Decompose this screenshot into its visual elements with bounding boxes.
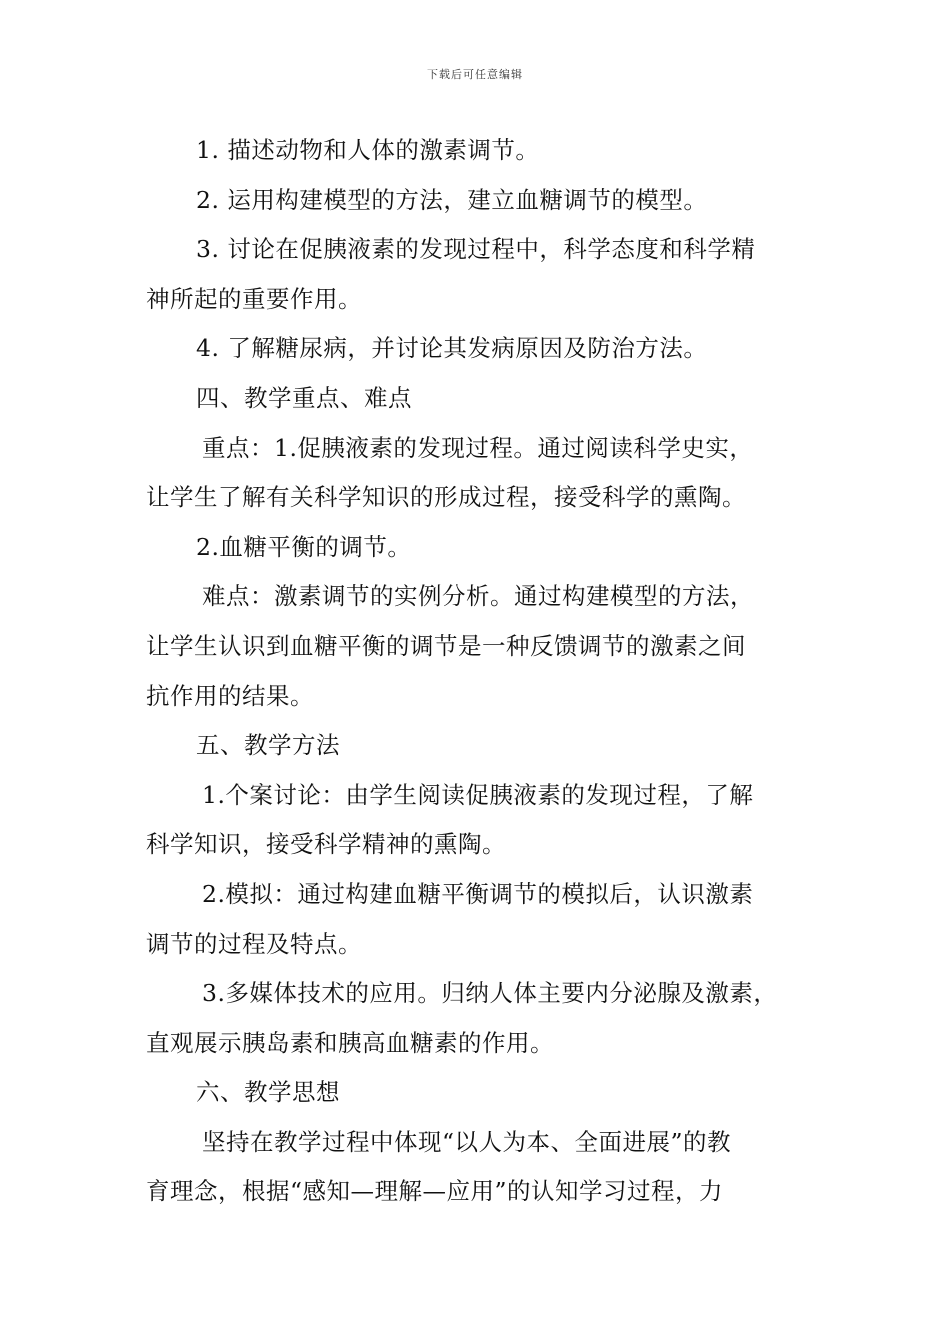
section-heading: 六、教学思想 [196, 1078, 340, 1107]
paragraph-line: 2.模拟：通过构建血糖平衡调节的模拟后，认识激素 [202, 879, 754, 908]
paragraph-line: 抗作用的结果。 [146, 681, 314, 710]
paragraph-line: 让学生了解有关科学知识的形成过程，接受科学的熏陶。 [146, 483, 746, 512]
paragraph-line: 1. 描述动物和人体的激素调节。 [196, 136, 540, 164]
paragraph-line: 3.多媒体技术的应用。归纳人体主要内分泌腺及激素， [202, 979, 778, 1008]
paragraph-line: 难点：激素调节的实例分析。通过构建模型的方法， [202, 582, 754, 611]
paragraph-line: 育理念，根据“感知—理解—应用”的认知学习过程，力 [146, 1177, 724, 1206]
paragraph-line: 2. 运用构建模型的方法，建立血糖调节的模型。 [196, 185, 708, 214]
section-heading: 四、教学重点、难点 [196, 383, 412, 412]
paragraph-line: 调节的过程及特点。 [146, 929, 362, 958]
paragraph-line: 神所起的重要作用。 [146, 284, 362, 313]
paragraph-line: 3. 讨论在促胰液素的发现过程中，科学态度和科学精 [196, 235, 756, 264]
section-heading: 五、教学方法 [196, 731, 340, 760]
paragraph-line: 重点：1.促胰液素的发现过程。通过阅读科学史实， [202, 433, 754, 462]
paragraph-line: 直观展示胰岛素和胰高血糖素的作用。 [146, 1028, 554, 1057]
paragraph-line: 坚持在教学过程中体现“以人为本、全面进展”的教 [202, 1127, 732, 1156]
paragraph-line: 4. 了解糖尿病，并讨论其发病原因及防治方法。 [196, 334, 708, 363]
paragraph-line: 让学生认识到血糖平衡的调节是一种反馈调节的激素之间 [146, 631, 746, 660]
document-body [146, 126, 826, 1217]
paragraph-line: 科学知识，接受科学精神的熏陶。 [146, 830, 506, 859]
header-note: 下载后可任意编辑 [427, 68, 523, 81]
paragraph-line: 1.个案讨论：由学生阅读促胰液素的发现过程，了解 [202, 780, 754, 809]
paragraph-line: 2.血糖平衡的调节。 [196, 532, 412, 561]
